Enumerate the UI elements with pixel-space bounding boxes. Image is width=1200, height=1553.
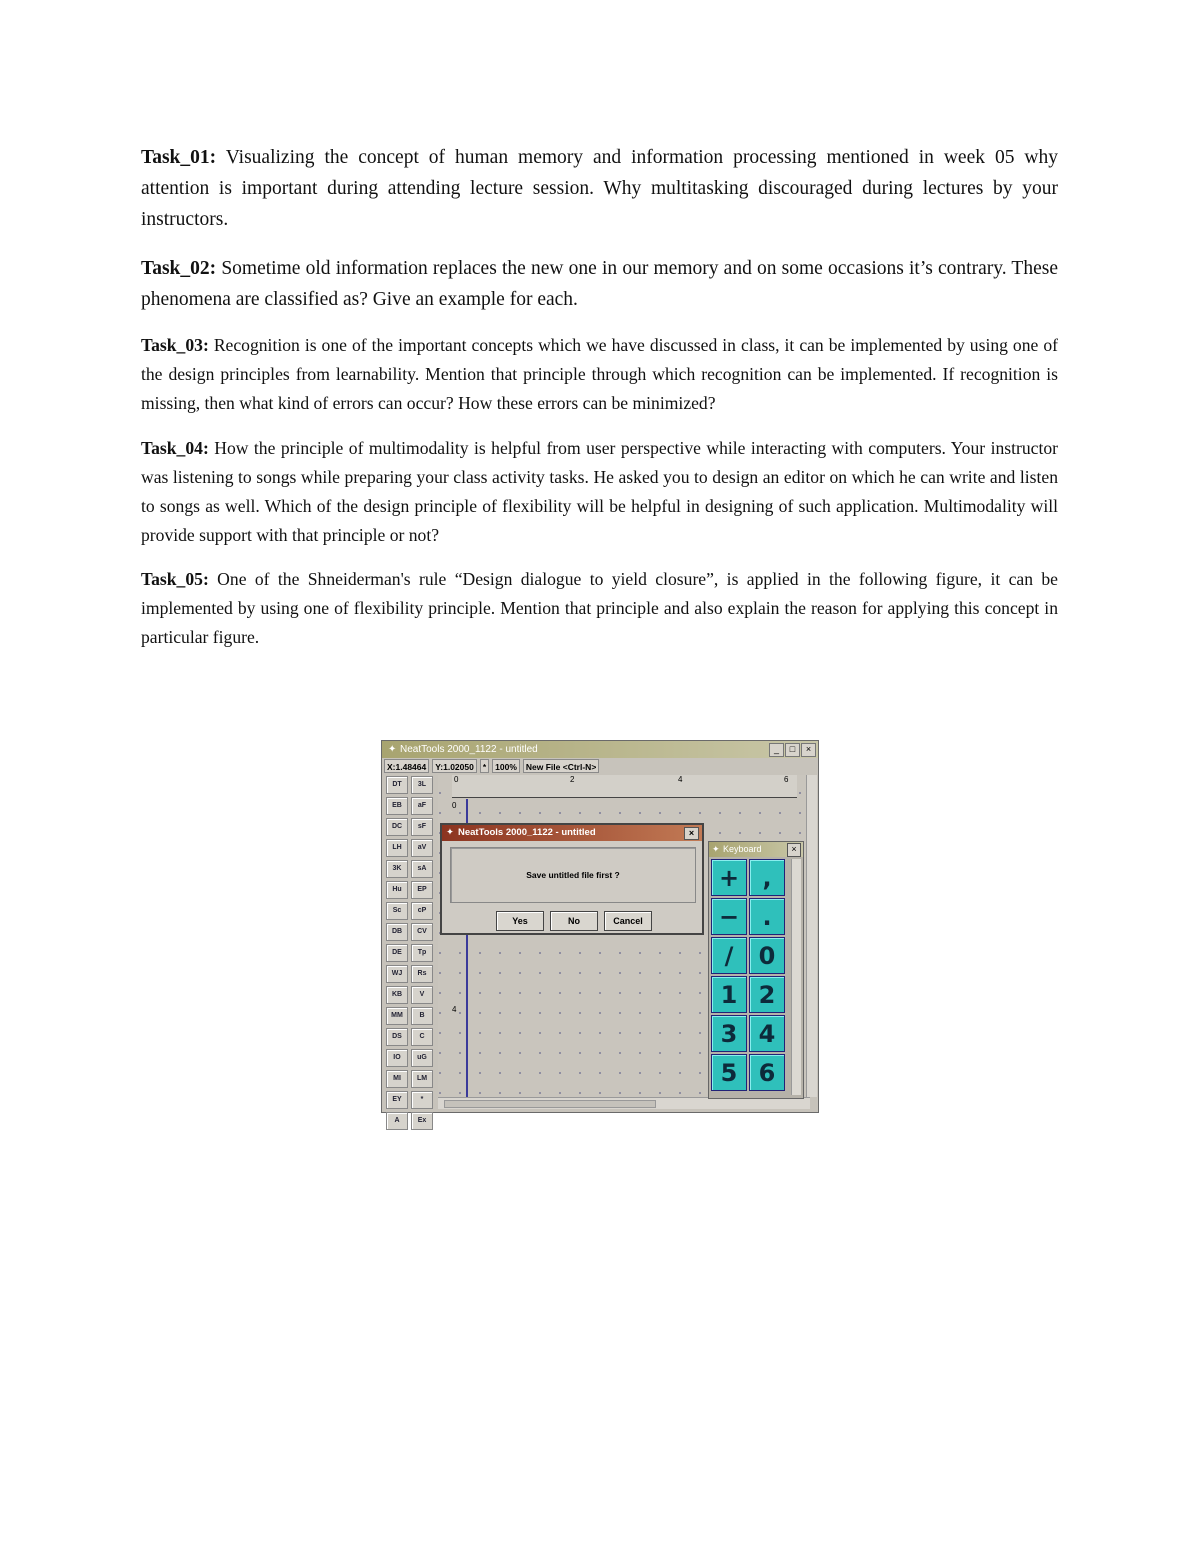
key-button[interactable]: 1 bbox=[711, 976, 747, 1013]
document-body bbox=[141, 142, 1058, 652]
keyboard-panel bbox=[708, 841, 804, 1099]
tool-button[interactable]: uG bbox=[411, 1049, 433, 1067]
top-ruler bbox=[452, 775, 797, 798]
tool-button[interactable]: MM bbox=[386, 1007, 408, 1025]
tool-button[interactable]: LM bbox=[411, 1070, 433, 1088]
save-dialog bbox=[440, 823, 704, 935]
dialog-close-button[interactable]: × bbox=[684, 827, 699, 840]
tool-button[interactable]: sA bbox=[411, 860, 433, 878]
task-label: Task_04: bbox=[141, 438, 209, 458]
tool-button[interactable]: A bbox=[386, 1112, 408, 1130]
task-text: Visualizing the concept of human memory and information processing mentioned in week 05 why attention is important during attending lecture session. Why multitasking discouraged during lectures by your instructors. bbox=[141, 147, 1058, 230]
tool-button[interactable]: IO bbox=[386, 1049, 408, 1067]
task-02 bbox=[141, 253, 1058, 315]
tool-button[interactable]: Hu bbox=[386, 881, 408, 899]
keyboard-close-button[interactable]: × bbox=[787, 843, 801, 857]
tool-button[interactable]: cP bbox=[411, 902, 433, 920]
pin-icon: ✦ bbox=[446, 827, 454, 838]
tool-button[interactable]: DT bbox=[386, 776, 408, 794]
tool-button[interactable]: B bbox=[411, 1007, 433, 1025]
tool-button[interactable]: KB bbox=[386, 986, 408, 1004]
ruler-number: 4 bbox=[452, 1005, 457, 1014]
keyboard-title: Keyboard bbox=[723, 844, 762, 854]
dialog-titlebar bbox=[442, 825, 702, 841]
yes-button[interactable]: Yes bbox=[496, 911, 544, 931]
dialog-title: NeatTools 2000_1122 - untitled bbox=[458, 827, 596, 838]
key-button[interactable]: . bbox=[749, 898, 785, 935]
key-button[interactable]: 0 bbox=[749, 937, 785, 974]
pin-icon: ✦ bbox=[388, 744, 397, 755]
task-04 bbox=[141, 434, 1058, 550]
key-button[interactable]: − bbox=[711, 898, 747, 935]
key-button[interactable]: 6 bbox=[749, 1054, 785, 1091]
key-button[interactable]: , bbox=[749, 859, 785, 896]
x-coordinate: X:1.48464 bbox=[384, 759, 429, 773]
tool-button[interactable]: WJ bbox=[386, 965, 408, 983]
window-titlebar bbox=[382, 741, 818, 758]
tool-button[interactable]: DS bbox=[386, 1028, 408, 1046]
tool-button[interactable]: MI bbox=[386, 1070, 408, 1088]
status-bar bbox=[384, 759, 816, 773]
dialog-message: Save untitled file first ? bbox=[450, 847, 696, 903]
key-button[interactable]: 4 bbox=[749, 1015, 785, 1052]
ruler-number: 0 bbox=[454, 775, 459, 784]
task-label: Task_03: bbox=[141, 335, 209, 355]
tool-button[interactable]: 3K bbox=[386, 860, 408, 878]
tool-button[interactable]: Tp bbox=[411, 944, 433, 962]
keyboard-scrollbar[interactable] bbox=[791, 859, 801, 1095]
tool-button[interactable]: * bbox=[411, 1091, 433, 1109]
task-label: Task_01: bbox=[141, 147, 217, 168]
key-button[interactable]: 3 bbox=[711, 1015, 747, 1052]
tool-button[interactable]: aF bbox=[411, 797, 433, 815]
task-text: Sometime old information replaces the new one in our memory and on some occasions it’s contrary. These phenomena are classified as? Give an example for each. bbox=[141, 258, 1058, 310]
key-button[interactable]: 5 bbox=[711, 1054, 747, 1091]
tool-button[interactable]: EP bbox=[411, 881, 433, 899]
ruler-number: 4 bbox=[678, 775, 683, 784]
minimize-button[interactable]: _ bbox=[769, 743, 784, 757]
tool-button[interactable]: LH bbox=[386, 839, 408, 857]
tool-button[interactable]: sF bbox=[411, 818, 433, 836]
task-text: How the principle of multimodality is helpful from user perspective while interacting with computers. Your instructor was listening to songs while preparing your class activity tasks. He asked you to design an editor on which he can write and listen to songs as well. Which of the design principle of flexibility will be helpful in designing of such application. Multimodality will provide support with that principle or not? bbox=[141, 438, 1058, 545]
tool-button[interactable]: DC bbox=[386, 818, 408, 836]
key-button[interactable]: 2 bbox=[749, 976, 785, 1013]
no-button[interactable]: No bbox=[550, 911, 598, 931]
y-coordinate: Y:1.02050 bbox=[432, 759, 477, 773]
key-button[interactable]: / bbox=[711, 937, 747, 974]
key-button[interactable]: + bbox=[711, 859, 747, 896]
ruler-number: 2 bbox=[570, 775, 575, 784]
tool-button[interactable]: Ex bbox=[411, 1112, 433, 1130]
window-controls bbox=[769, 743, 816, 756]
maximize-button[interactable]: □ bbox=[785, 743, 800, 757]
vertical-scrollbar[interactable] bbox=[806, 775, 817, 1097]
ruler-number: 0 bbox=[452, 801, 457, 810]
tool-button[interactable]: DB bbox=[386, 923, 408, 941]
tool-button[interactable]: CV bbox=[411, 923, 433, 941]
task-01 bbox=[141, 142, 1058, 235]
pin-icon: ✦ bbox=[712, 844, 720, 854]
window-title: NeatTools 2000_1122 - untitled bbox=[400, 744, 538, 755]
keypad bbox=[711, 859, 785, 1091]
tool-button[interactable]: EY bbox=[386, 1091, 408, 1109]
task-03 bbox=[141, 331, 1058, 418]
tool-button[interactable]: DE bbox=[386, 944, 408, 962]
tool-button[interactable]: C bbox=[411, 1028, 433, 1046]
task-label: Task_05: bbox=[141, 569, 209, 589]
modified-mark: * bbox=[480, 759, 489, 773]
dialog-buttons bbox=[496, 911, 652, 931]
scroll-thumb[interactable] bbox=[444, 1100, 656, 1108]
figure-screenshot bbox=[381, 740, 819, 1124]
toolbox-column-2 bbox=[411, 776, 433, 1130]
zoom-level: 100% bbox=[492, 759, 520, 773]
task-label: Task_02: bbox=[141, 258, 217, 279]
tool-button[interactable]: Sc bbox=[386, 902, 408, 920]
ruler-number: 6 bbox=[784, 775, 789, 784]
tool-button[interactable]: V bbox=[411, 986, 433, 1004]
task-05 bbox=[141, 565, 1058, 652]
task-text: One of the Shneiderman's rule “Design dialogue to yield closure”, is applied in the following figure, it can be implemented by using one of flexibility principle. Mention that principle and also explain the reason for applying this concept in particular figure. bbox=[141, 569, 1058, 647]
status-hint: New File <Ctrl-N> bbox=[523, 759, 599, 773]
tool-button[interactable]: Rs bbox=[411, 965, 433, 983]
tool-button[interactable]: EB bbox=[386, 797, 408, 815]
tool-button[interactable]: 3L bbox=[411, 776, 433, 794]
cancel-button[interactable]: Cancel bbox=[604, 911, 652, 931]
tool-button[interactable]: aV bbox=[411, 839, 433, 857]
close-button[interactable]: × bbox=[801, 743, 816, 757]
task-text: Recognition is one of the important concepts which we have discussed in class, it can be implemented by using one of the design principles from learnability. Mention that principle through which recognition can be implemented. If recognition is missing, then what kind of errors can occur? How these errors can be minimized? bbox=[141, 335, 1058, 413]
keyboard-titlebar bbox=[709, 842, 803, 857]
toolbox-column-1 bbox=[386, 776, 408, 1130]
